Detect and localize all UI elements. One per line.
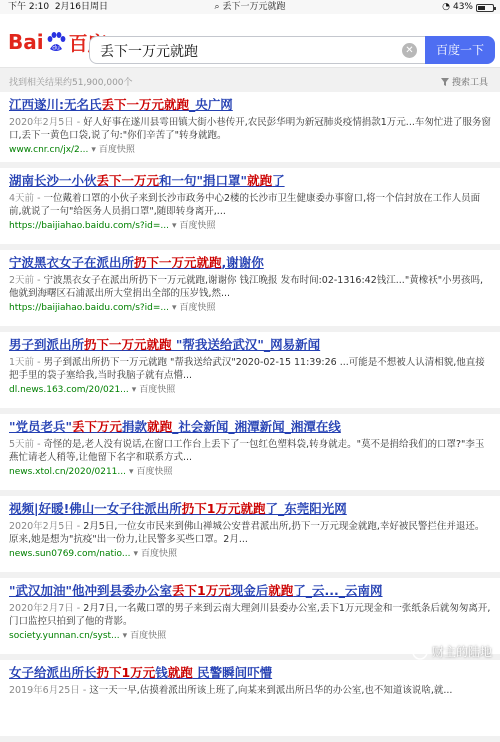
clear-icon[interactable]: ✕ (402, 43, 417, 58)
search-header (0, 14, 500, 68)
search-small-icon: ⌕ (215, 2, 220, 12)
result-meta (9, 384, 492, 396)
result-url[interactable]: dl.news.163.com/20/021... (9, 385, 129, 395)
result-abstract: 2020年2月7日 - 2月7日,一名戴口罩的男子来到云南大理剑川县委办公室,丢下1万元现金和一张纸条后就匆匆离开,门口监控只拍到了他的背影。 (9, 602, 492, 628)
battery-icon (476, 4, 494, 12)
logo-text-baidu: 百度 (69, 29, 107, 56)
status-time: 下午 2:10 (8, 2, 49, 12)
result-meta (9, 220, 492, 232)
result-item (0, 414, 500, 490)
result-item (0, 496, 500, 572)
result-url[interactable]: society.yunnan.cn/syst... (9, 631, 120, 641)
result-abstract: 2020年2月5日 - 2月5日,一位女市民来到佛山禅城公安普君派出所,扔下一万元现金就跑,幸好被民警拦住并退还。原来,她是想为"抗疫"出一份力,让民警多买些口罩。2月... (9, 520, 492, 546)
result-url[interactable]: https://baijiahao.baidu.com/s?id=... (9, 221, 169, 231)
snapshot-link[interactable]: 百度快照 (180, 303, 216, 313)
status-date: 2月16日周日 (55, 2, 108, 12)
caret-down-icon[interactable]: ▾ (133, 549, 138, 559)
status-bar (0, 0, 500, 14)
search-tools-button[interactable] (441, 75, 488, 88)
wechat-icon (412, 644, 428, 660)
result-title[interactable]: "武汉加油"他冲到县委办公室丢下1万元现金后就跑了_云..._云南网 (9, 583, 492, 599)
result-url[interactable]: https://baijiahao.baidu.com/s?id=... (9, 303, 169, 313)
result-url[interactable]: news.sun0769.com/natio... (9, 549, 130, 559)
result-title[interactable]: 视频|好暖!佛山一女子往派出所扔下1万元就跑了_东莞阳光网 (9, 501, 492, 517)
result-meta (9, 302, 492, 314)
result-meta (9, 144, 492, 156)
wifi-icon: ◔ (442, 0, 450, 14)
result-item (0, 92, 500, 162)
result-title[interactable]: 湖南长沙一小伙丢下一万元和一句"捐口罩"就跑了 (9, 173, 492, 189)
result-title[interactable]: "党员老兵"丢下万元捐款就跑_社会新闻_湘潭新闻_湘潭在线 (9, 419, 492, 435)
result-abstract: 2020年2月5日 - 好人好事在遂川县雩田镇大街小巷传开,农民彭华明为新冠肺炎疫情捐款1万元...车匆忙进了服务窗口,丢下一黄色口袋,说了句:"你们辛苦了"转身就跑。 (9, 116, 492, 142)
snapshot-link[interactable]: 百度快照 (99, 145, 135, 155)
result-info-bar (0, 68, 500, 92)
search-box[interactable] (89, 36, 425, 64)
snapshot-link[interactable]: 百度快照 (130, 631, 166, 641)
result-title[interactable]: 男子到派出所扔下一万元就跑 "帮我送给武汉"_网易新闻 (9, 337, 492, 353)
status-url-text: 丢下一万元就跑 (222, 2, 285, 12)
caret-down-icon[interactable]: ▾ (172, 303, 177, 313)
logo-text-bai: Bai (8, 30, 44, 54)
result-item (0, 250, 500, 326)
result-title[interactable]: 宁波黑衣女子在派出所扔下一万元就跑,谢谢你 (9, 255, 492, 271)
caret-down-icon[interactable]: ▾ (129, 467, 134, 477)
result-abstract: 2天前 - 宁波黑衣女子在派出所扔下一万元就跑,谢谢你 钱江晚报 发布时间:02-1316:42钱江..."黄橡袄"小男孩吗,他就到海曙区石浦派出所大堂捐出全部的压岁钱,然... (9, 274, 492, 300)
result-meta (9, 548, 492, 560)
paw-icon (45, 31, 67, 53)
result-title[interactable]: 江西遂川:无名氏丢下一万元就跑_央广网 (9, 97, 492, 113)
result-meta (9, 466, 492, 478)
snapshot-link[interactable]: 百度快照 (139, 385, 175, 395)
result-abstract: 4天前 - 一位戴着口罩的小伙子来到长沙市政务中心2楼的长沙市卫生健康委办事窗口,将一个信封放在工作人员面前,就说了一句"给医务人员捐口罩",随即转身离开,... (9, 192, 492, 218)
watermark-text: 财主的陆地 (432, 643, 492, 660)
snapshot-link[interactable]: 百度快照 (141, 549, 177, 559)
search-input[interactable] (100, 42, 380, 60)
search-button[interactable]: 百度一下 (425, 36, 495, 64)
result-meta (9, 630, 492, 642)
snapshot-link[interactable]: 百度快照 (137, 467, 173, 477)
caret-down-icon[interactable]: ▾ (132, 385, 137, 395)
battery-percent: 43% (453, 0, 473, 14)
funnel-icon (441, 78, 449, 86)
result-abstract: 5天前 - 奇怪的是,老人没有说话,在窗口工作台上丢下了一包红色塑料袋,转身就走。"莫不是捐给我们的口罩?"李玉燕忙请老人稍等,让他留下名字和联系方式... (9, 438, 492, 464)
watermark (412, 643, 492, 660)
snapshot-link[interactable]: 百度快照 (180, 221, 216, 231)
caret-down-icon[interactable]: ▾ (91, 145, 96, 155)
search-tools-label: 搜索工具 (452, 75, 488, 88)
result-item (0, 660, 500, 736)
result-abstract: 1天前 - 男子到派出所扔下一万元就跑 "帮我送给武汉"2020-02-15 11:39:26 ...可能是不想被人认清相貌,他直接把手里的袋子塞给我,当时我脑子就有点懵... (9, 356, 492, 382)
caret-down-icon[interactable]: ▾ (172, 221, 177, 231)
result-url[interactable]: news.xtol.cn/2020/0211... (9, 467, 126, 477)
result-item (0, 168, 500, 244)
result-url[interactable]: www.cnr.cn/jx/2... (9, 145, 88, 155)
result-abstract: 2019年6月25日 - 这一天一早,估摸着派出所该上班了,向某来到派出所吕华的办公室,也不知道该说啥,就... (9, 684, 492, 710)
result-item (0, 332, 500, 408)
status-right (442, 0, 494, 14)
status-url[interactable] (0, 0, 500, 14)
svg-text:du: du (52, 45, 60, 52)
result-count: 找到相关结果约51,900,000个 (9, 75, 133, 88)
result-title[interactable]: 女子给派出所长扔下1万元钱就跑 民警瞬间吓懵 (9, 665, 492, 681)
caret-down-icon[interactable]: ▾ (123, 631, 128, 641)
